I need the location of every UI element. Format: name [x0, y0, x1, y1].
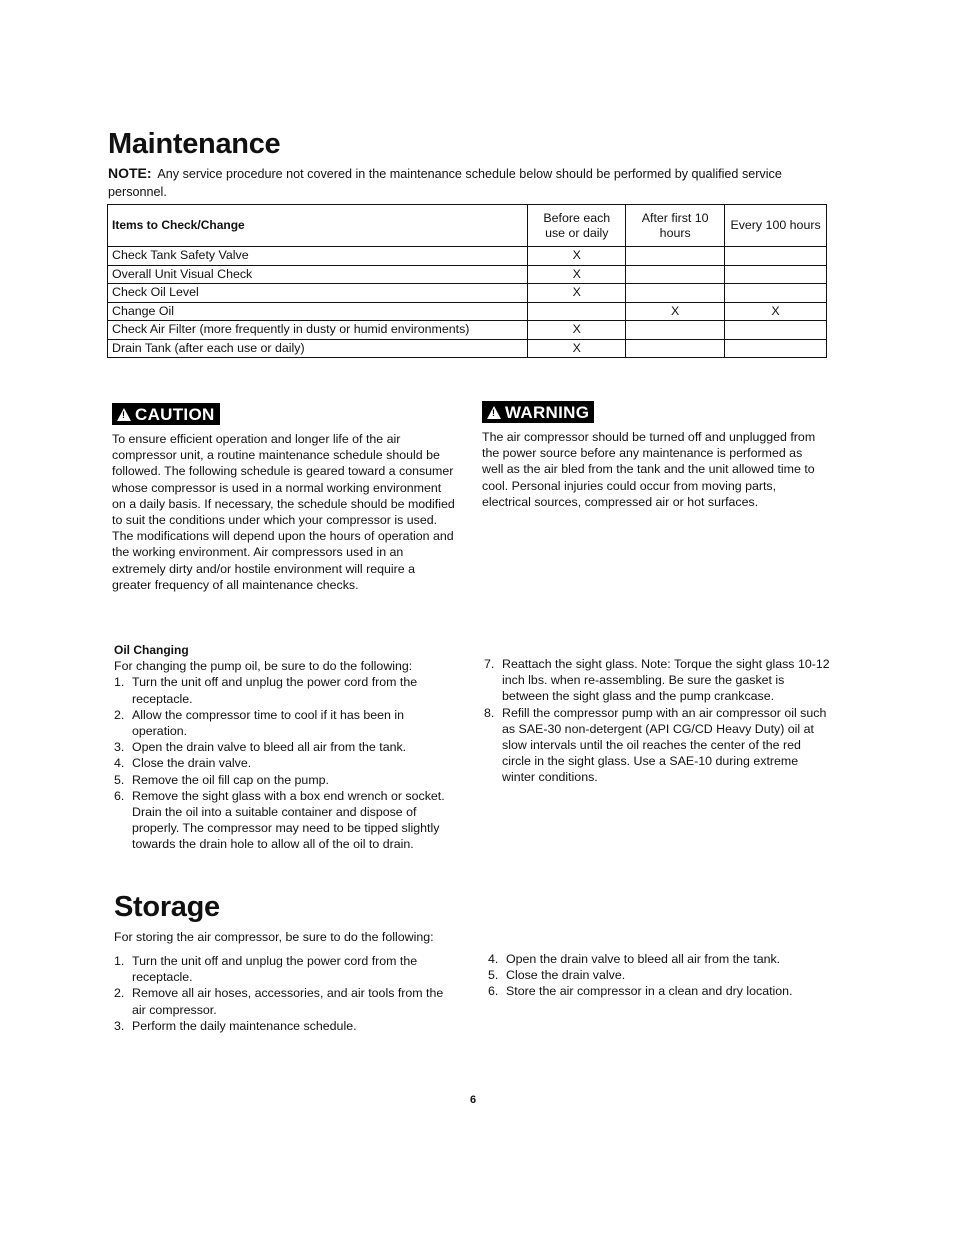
list-item — [114, 788, 459, 853]
warning-triangle-icon — [117, 408, 131, 421]
table-cell — [725, 247, 827, 266]
warning-label: WARNING — [505, 403, 590, 422]
list-item — [488, 983, 838, 999]
step-number: 2. — [114, 986, 125, 1001]
table-cell: Check Tank Safety Valve — [108, 247, 528, 266]
step-text: Refill the compressor pump with an air compressor oil such as SAE-30 non-detergent (API CG/CD Heavy Duty) oil at slow intervals until the oil reaches the center of the red circle in the sight glass. Use a SAE-10 during extreme winter conditions. — [502, 705, 827, 785]
table-cell: X — [725, 302, 827, 321]
step-text: Reattach the sight glass. Note: Torque the sight glass 10-12 inch lbs. when re-assembling. Be sure the gasket is between the sight glass and the pump crankcase. — [502, 657, 830, 704]
list-item — [488, 951, 838, 967]
table-cell: X — [528, 321, 626, 340]
step-number: 4. — [114, 756, 125, 771]
storage-steps-right-block — [488, 951, 838, 1000]
storage-steps-left-block — [114, 953, 459, 1034]
table-row — [108, 247, 827, 266]
maintenance-note — [108, 164, 838, 201]
table-cell — [725, 284, 827, 303]
table-cell — [725, 321, 827, 340]
step-number: 1. — [114, 675, 125, 690]
table-cell — [626, 284, 725, 303]
step-number: 5. — [488, 968, 499, 983]
step-number: 6. — [488, 984, 499, 999]
list-item — [484, 656, 830, 705]
list-item — [114, 739, 459, 755]
storage-steps-right — [488, 951, 838, 1000]
storage-intro: For storing the air compressor, be sure to do the following: — [114, 930, 434, 944]
table-header-row — [108, 205, 827, 247]
list-item — [484, 705, 830, 786]
step-number: 4. — [488, 952, 499, 966]
caution-badge — [112, 403, 220, 425]
oil-steps-left — [114, 674, 459, 852]
oil-steps-right — [484, 656, 830, 786]
note-label: NOTE: — [108, 165, 152, 181]
table-header: Items to Check/Change — [108, 205, 528, 247]
table-cell — [725, 339, 827, 358]
table-cell — [725, 265, 827, 284]
page-number: 6 — [470, 1094, 477, 1106]
table-cell: X — [528, 339, 626, 358]
maintenance-schedule-table — [107, 204, 827, 358]
table-cell: Check Air Filter (more frequently in dusty or humid environments) — [108, 321, 528, 340]
table-cell: Overall Unit Visual Check — [108, 265, 528, 284]
list-item — [114, 985, 459, 1017]
step-text: Turn the unit off and unplug the power cord from the receptacle. — [132, 954, 418, 985]
table-header: Before each use or daily — [528, 205, 626, 247]
table-cell — [626, 265, 725, 284]
table-cell: X — [528, 265, 626, 284]
table-cell: X — [528, 247, 626, 266]
step-number: 6. — [114, 788, 125, 803]
oil-changing-section — [114, 642, 459, 853]
table-cell — [626, 247, 725, 266]
oil-changing-intro: For changing the pump oil, be sure to do the following: — [114, 659, 413, 674]
storage-steps-left — [114, 953, 459, 1034]
list-item — [114, 755, 459, 771]
step-number: 8. — [484, 705, 495, 720]
table-header: Every 100 hours — [725, 205, 827, 247]
table-cell — [626, 339, 725, 358]
table-cell: Drain Tank (after each use or daily) — [108, 339, 528, 358]
step-text: Remove the oil fill cap on the pump. — [132, 772, 329, 787]
oil-changing-heading: Oil Changing — [114, 643, 189, 657]
caution-label: CAUTION — [135, 405, 215, 424]
step-number: 2. — [114, 707, 125, 722]
step-text: Close the drain valve. — [506, 968, 626, 983]
storage-title: Storage — [114, 891, 220, 923]
table-row — [108, 339, 827, 358]
note-text: Any service procedure not covered in the maintenance schedule below should be performed by qualified service personnel. — [108, 167, 782, 199]
warning-badge — [482, 401, 594, 423]
step-text: Turn the unit off and unplug the power cord from the receptacle. — [132, 675, 418, 706]
table-cell — [528, 302, 626, 321]
step-text: Close the drain valve. — [132, 756, 252, 771]
step-text: Remove the sight glass with a box end wrench or socket. Drain the oil into a suitable container and dispose of properly. The compressor may need to be tipped slightly towards the drain hole to allow all of the oil to drain. — [132, 788, 445, 852]
table-cell: X — [528, 284, 626, 303]
maintenance-title: Maintenance — [108, 128, 281, 160]
table-cell: Check Oil Level — [108, 284, 528, 303]
list-item — [114, 953, 459, 985]
step-text: Store the air compressor in a clean and dry location. — [506, 984, 793, 999]
table-cell: Change Oil — [108, 302, 528, 321]
caution-text: To ensure efficient operation and longer life of the air compressor unit, a routine maintenance schedule should be followed. The following schedule is geared toward a consumer whose compressor is used in a normal working environment on a daily basis. If necessary, the schedule should be modified to suit the conditions under which your compressor is used. The modifications will depend upon the hours of operation and the working environment. Air compressors used in an extremely dirty and/or hostile environment will require a greater frequency of all maintenance checks. — [112, 432, 455, 592]
table-row — [108, 265, 827, 284]
table-cell: X — [626, 302, 725, 321]
list-item — [114, 707, 459, 739]
list-item — [488, 967, 838, 983]
step-text: Allow the compressor time to cool if it has been in operation. — [132, 707, 405, 739]
table-header: After first 10 hours — [626, 205, 725, 247]
table-row — [108, 284, 827, 303]
step-number: 1. — [114, 954, 125, 968]
oil-changing-continued — [484, 656, 830, 786]
table-cell — [626, 321, 725, 340]
step-number: 5. — [114, 772, 125, 787]
step-number: 7. — [484, 657, 495, 671]
table-row — [108, 321, 827, 340]
step-number: 3. — [114, 1018, 125, 1033]
step-text: Open the drain valve to bleed all air from the tank. — [132, 740, 407, 755]
list-item — [114, 1018, 459, 1034]
warning-triangle-icon — [487, 406, 501, 419]
list-item — [114, 772, 459, 788]
step-text: Open the drain valve to bleed all air from the tank. — [506, 952, 781, 966]
step-text: Remove all air hoses, accessories, and air tools from the air compressor. — [132, 986, 444, 1017]
step-text: Perform the daily maintenance schedule. — [132, 1018, 357, 1033]
step-number: 3. — [114, 740, 125, 755]
warning-text: The air compressor should be turned off and unplugged from the power source before any maintenance is performed as well as the air bled from the tank and the unit allowed time to cool. Personal injuries could occur from moving parts, electrical sources, compressed air or hot surfaces. — [482, 430, 816, 509]
list-item — [114, 674, 459, 706]
table-row — [108, 302, 827, 321]
